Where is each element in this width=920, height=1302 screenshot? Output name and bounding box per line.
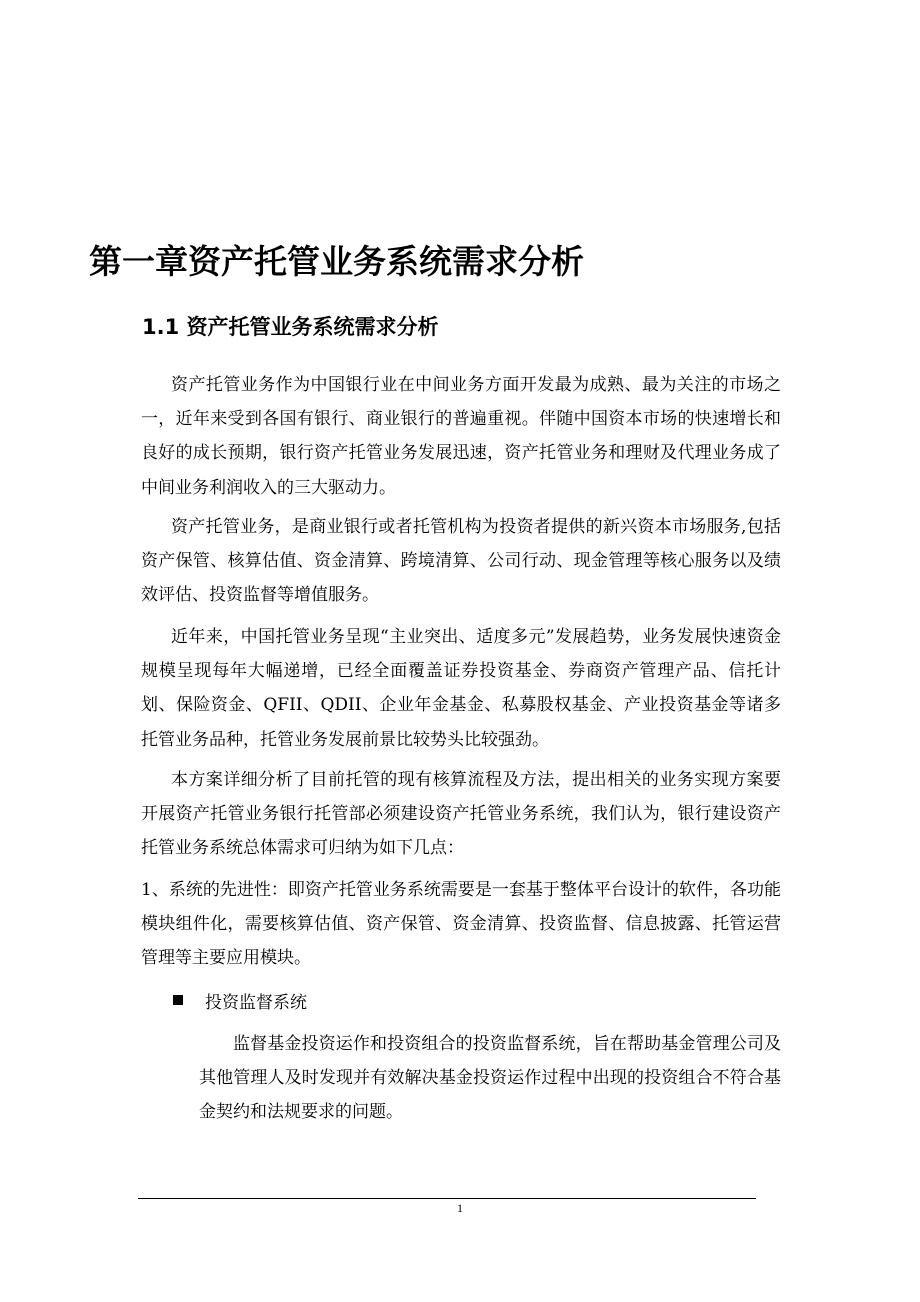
body-paragraph: 资产托管业务作为中国银行业在中间业务方面开发最为成熟、最为关注的市场之一，近年来受到各国有银行、商业银行的普遍重视。伴随中国资本市场的快速增长和良好的成长预期，银行资产托管业务发展迅速，资产托管业务和理财及代理业务成了中间业务利润收入的三大驱动力。 [141,375,781,498]
bullet-item-label: 投资监督系统 [205,992,307,1013]
page-number: 1 [457,1201,463,1215]
bullet-paragraph: 监督基金投资运作和投资组合的投资监督系统，旨在帮助基金管理公司及其他管理人及时发现并有效解决基金投资运作过程中出现的投资组合不符合基金契约和法规要求的问题。 [199,1034,781,1123]
square-bullet-icon [173,995,183,1005]
bullet-item [173,985,307,1015]
body-paragraph: 资产托管业务，是商业银行或者托管机构为投资者提供的新兴资本市场服务,包括资产保管、核算估值、资金清算、跨境清算、公司行动、现金管理等核心服务以及绩效评估、投资监督等增值服务。 [141,517,781,606]
numbered-paragraph: 1、系统的先进性：即资产托管业务系统需要是一套基于整体平台设计的软件，各功能模块组件化，需要核算估值、资产保管、资金清算、投资监督、信息披露、托管运营管理等主要应用模块。 [141,880,781,969]
body-paragraph: 本方案详细分析了目前托管的现有核算流程及方法，提出相关的业务实现方案要开展资产托管业务银行托管部必须建设资产托管业务系统，我们认为，银行建设资产托管业务系统总体需求可归纳为如下几点： [141,770,781,859]
chapter-title: 第一章资产托管业务系统需求分析 [89,242,584,281]
section-title: 1.1 资产托管业务系统需求分析 [142,315,439,339]
footer-divider [138,1198,756,1199]
body-paragraph: 近年来，中国托管业务呈现“主业突出、适度多元”发展趋势，业务发展快速资金规模呈现每年大幅递增，已经全面覆盖证券投资基金、券商资产管理产品、信托计划、保险资金、QFII、QDII、企业年金基金、私募股权基金、产业投资基金等诸多托管业务品种，托管业务发展前景比较势头比较强劲。 [141,627,781,750]
